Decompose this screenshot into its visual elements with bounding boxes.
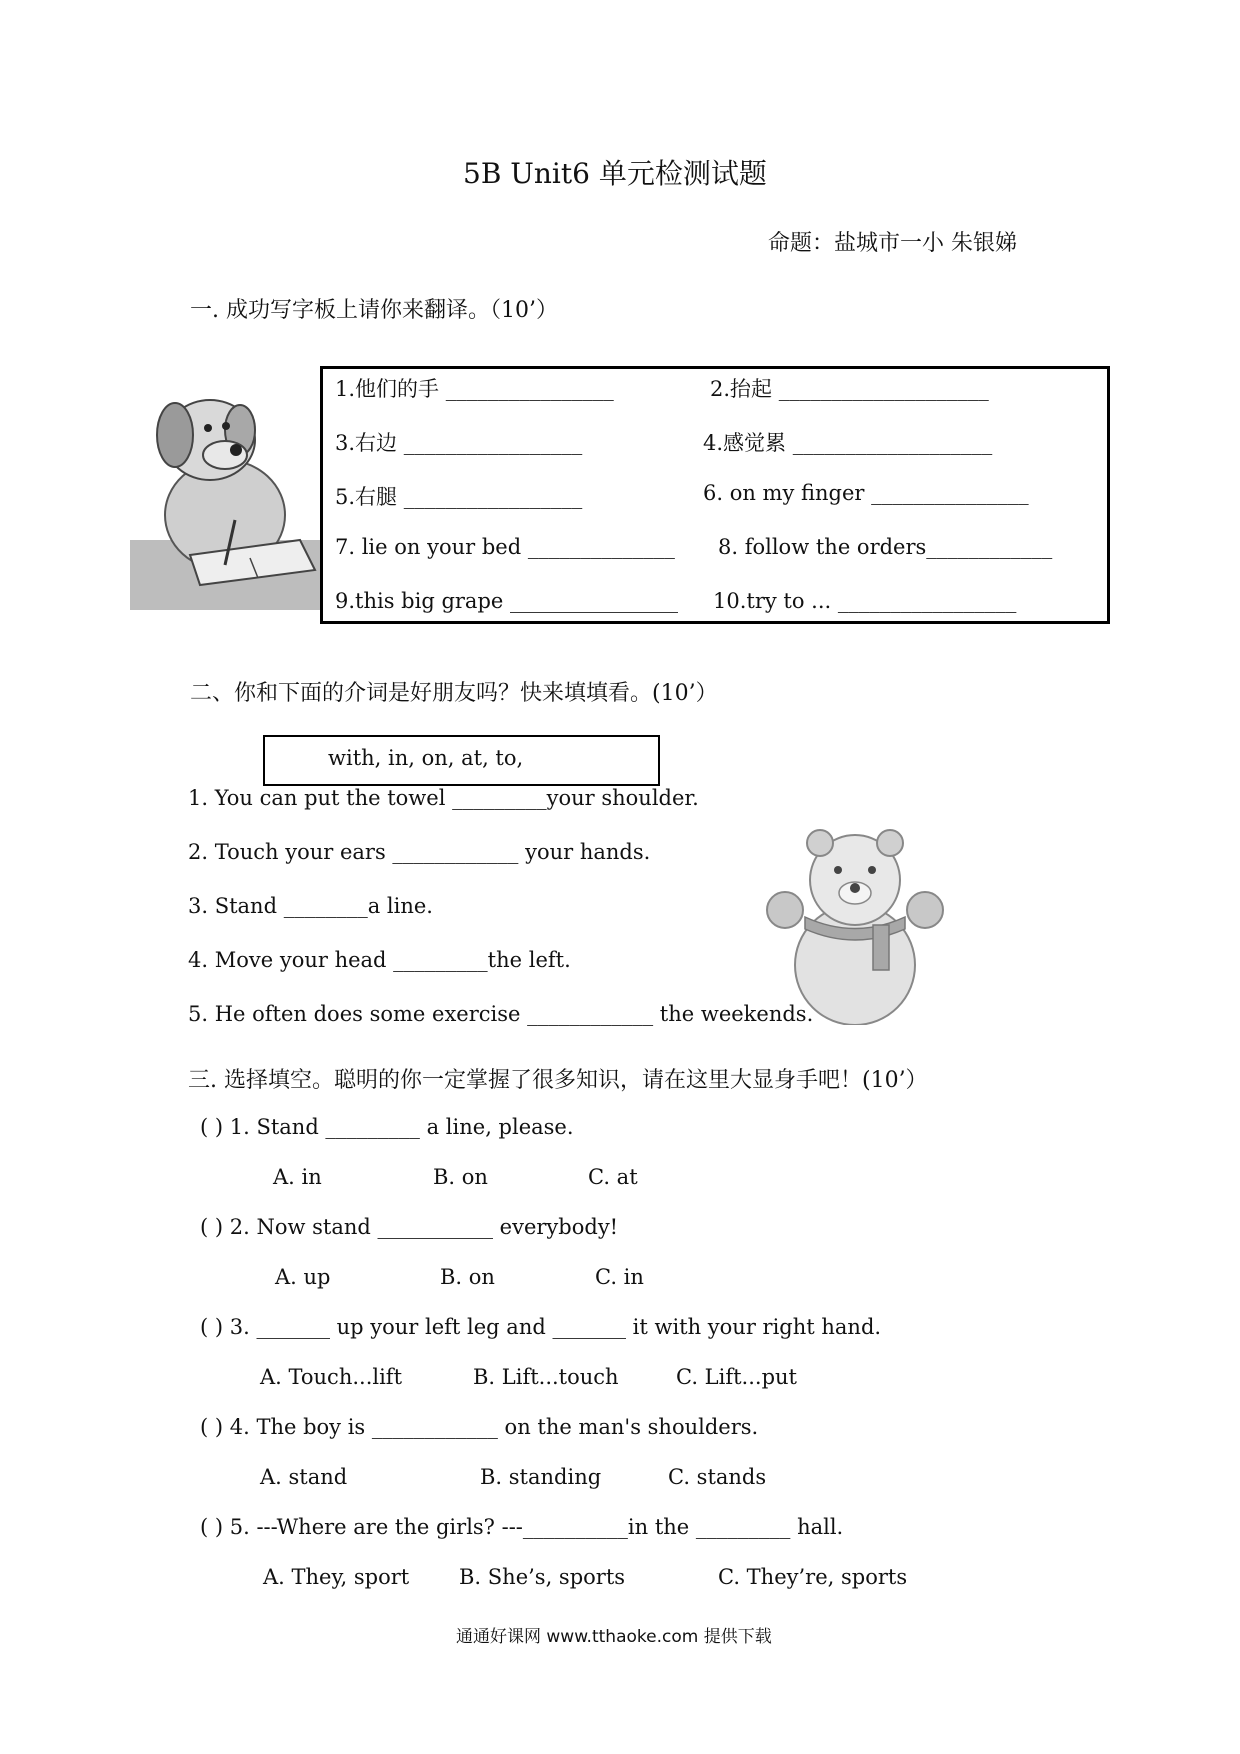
choice-question: ( ) 3. _______ up your left leg and _______ it with your right hand. [200, 1315, 882, 1339]
translation-item: 5.右腿 _________________ [335, 485, 583, 509]
translation-item: 6. on my finger _______________ [703, 481, 1029, 505]
section2-heading: 二、你和下面的介词是好朋友吗？快来填填看。(10’） [190, 681, 718, 706]
choice-option-a: A. in [273, 1165, 322, 1189]
choice-option-c: C. in [595, 1265, 644, 1289]
translation-item: 2.抬起 ____________________ [710, 377, 989, 401]
translation-item: 9.this big grape ________________ [335, 589, 678, 613]
author-line: 命题：盐城市一小 朱银娣 [768, 231, 1017, 256]
choice-option-b: B. on [440, 1265, 495, 1289]
choice-option-a: A. stand [260, 1465, 348, 1489]
choice-option-b: B. Lift...touch [473, 1365, 619, 1389]
fill-item: 2. Touch your ears ____________ your hands. [188, 840, 651, 864]
choice-question: ( ) 2. Now stand ___________ everybody! [200, 1215, 619, 1239]
fill-item: 4. Move your head _________the left. [188, 948, 571, 972]
choice-option-c: C. Lift...put [676, 1365, 797, 1389]
choice-option-c: C. They’re, sports [718, 1565, 908, 1589]
bear-icon [755, 825, 955, 1025]
choice-option-a: A. They, sport [263, 1565, 410, 1589]
translation-item: 8. follow the orders____________ [718, 535, 1053, 559]
fill-item: 1. You can put the towel _________your shoulder. [188, 786, 699, 810]
page-title: 5B Unit6 单元检测试题 [463, 157, 767, 190]
fill-item: 3. Stand ________a line. [188, 894, 433, 918]
choice-option-a: A. Touch...lift [260, 1365, 403, 1389]
choice-option-b: B. on [433, 1165, 488, 1189]
footer-text: 通通好课网 www.tthaoke.com 提供下载 [456, 1627, 772, 1647]
section3-heading: 三. 选择填空。聪明的你一定掌握了很多知识，请在这里大显身手吧！(10’） [188, 1068, 928, 1093]
choice-option-b: B. standing [480, 1465, 602, 1489]
section1-heading: 一. 成功写字板上请你来翻译。（10’） [190, 298, 558, 323]
choice-question: ( ) 1. Stand _________ a line, please. [200, 1115, 574, 1139]
dog-icon [130, 380, 320, 610]
choice-option-b: B. She’s, sports [459, 1565, 626, 1589]
fill-item: 5. He often does some exercise ____________ the weekends. [188, 1002, 814, 1026]
choice-option-a: A. up [275, 1265, 331, 1289]
choice-option-c: C. at [588, 1165, 638, 1189]
choice-question: ( ) 4. The boy is ____________ on the man's shoulders. [200, 1415, 759, 1439]
translation-item: 3.右边 _________________ [335, 431, 583, 455]
translation-item: 7. lie on your bed ______________ [335, 535, 675, 559]
word-box-text: with, in, on, at, to, [328, 746, 524, 770]
choice-option-c: C. stands [668, 1465, 767, 1489]
choice-question: ( ) 5. ---Where are the girls? ---__________in the _________ hall. [200, 1515, 844, 1539]
translation-item: 1.他们的手 ________________ [335, 377, 614, 401]
translation-item: 10.try to ... _________________ [713, 589, 1017, 613]
translation-item: 4.感觉累 ___________________ [703, 431, 993, 455]
